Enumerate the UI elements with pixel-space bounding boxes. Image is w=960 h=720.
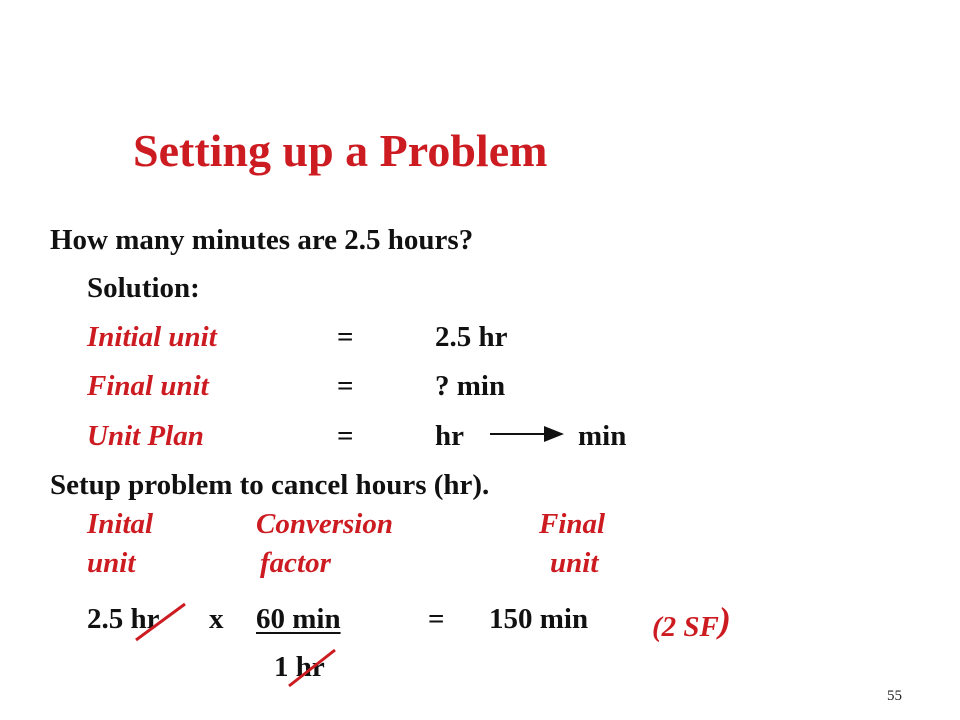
final-unit-value: ? min (435, 370, 506, 402)
question-text: How many minutes are 2.5 hours? (50, 224, 474, 256)
setup-text: Setup problem to cancel hours (hr). (50, 469, 490, 501)
calc-equals: = (428, 603, 445, 635)
unit-plan-label: Unit Plan (87, 420, 204, 452)
slide-title: Setting up a Problem (133, 125, 548, 176)
sig-figs-close-paren: ) (718, 600, 731, 640)
calc-denominator: 1 hr (274, 651, 325, 683)
calc-numerator: 60 min (256, 603, 341, 635)
unit-plan-from: hr (435, 420, 464, 452)
final-unit-header-line2: unit (550, 547, 599, 579)
page-number: 55 (887, 688, 902, 704)
conversion-factor-header-line1: Conversion (256, 508, 393, 540)
solution-label: Solution: (87, 272, 200, 304)
final-unit-equals: = (337, 370, 354, 402)
conversion-factor-header-line2: factor (260, 547, 331, 579)
unit-plan-equals: = (337, 420, 354, 452)
calc-times-sign: x (209, 603, 224, 635)
final-unit-label: Final unit (87, 370, 209, 402)
final-unit-header-line1: Final (539, 508, 606, 540)
sig-figs-text: (2 SF (652, 611, 719, 643)
calc-initial-value: 2.5 hr (87, 603, 160, 635)
initial-unit-header-line2: unit (87, 547, 136, 579)
cancel-hr-strike-top (136, 604, 185, 640)
calc-result: 150 min (489, 603, 589, 635)
initial-unit-label: Initial unit (87, 321, 217, 353)
initial-unit-equals: = (337, 321, 354, 353)
initial-unit-value: 2.5 hr (435, 321, 508, 353)
initial-unit-header-line1: Inital (87, 508, 154, 540)
cancel-hr-strike-bottom (289, 650, 335, 686)
unit-plan-to: min (578, 420, 627, 452)
